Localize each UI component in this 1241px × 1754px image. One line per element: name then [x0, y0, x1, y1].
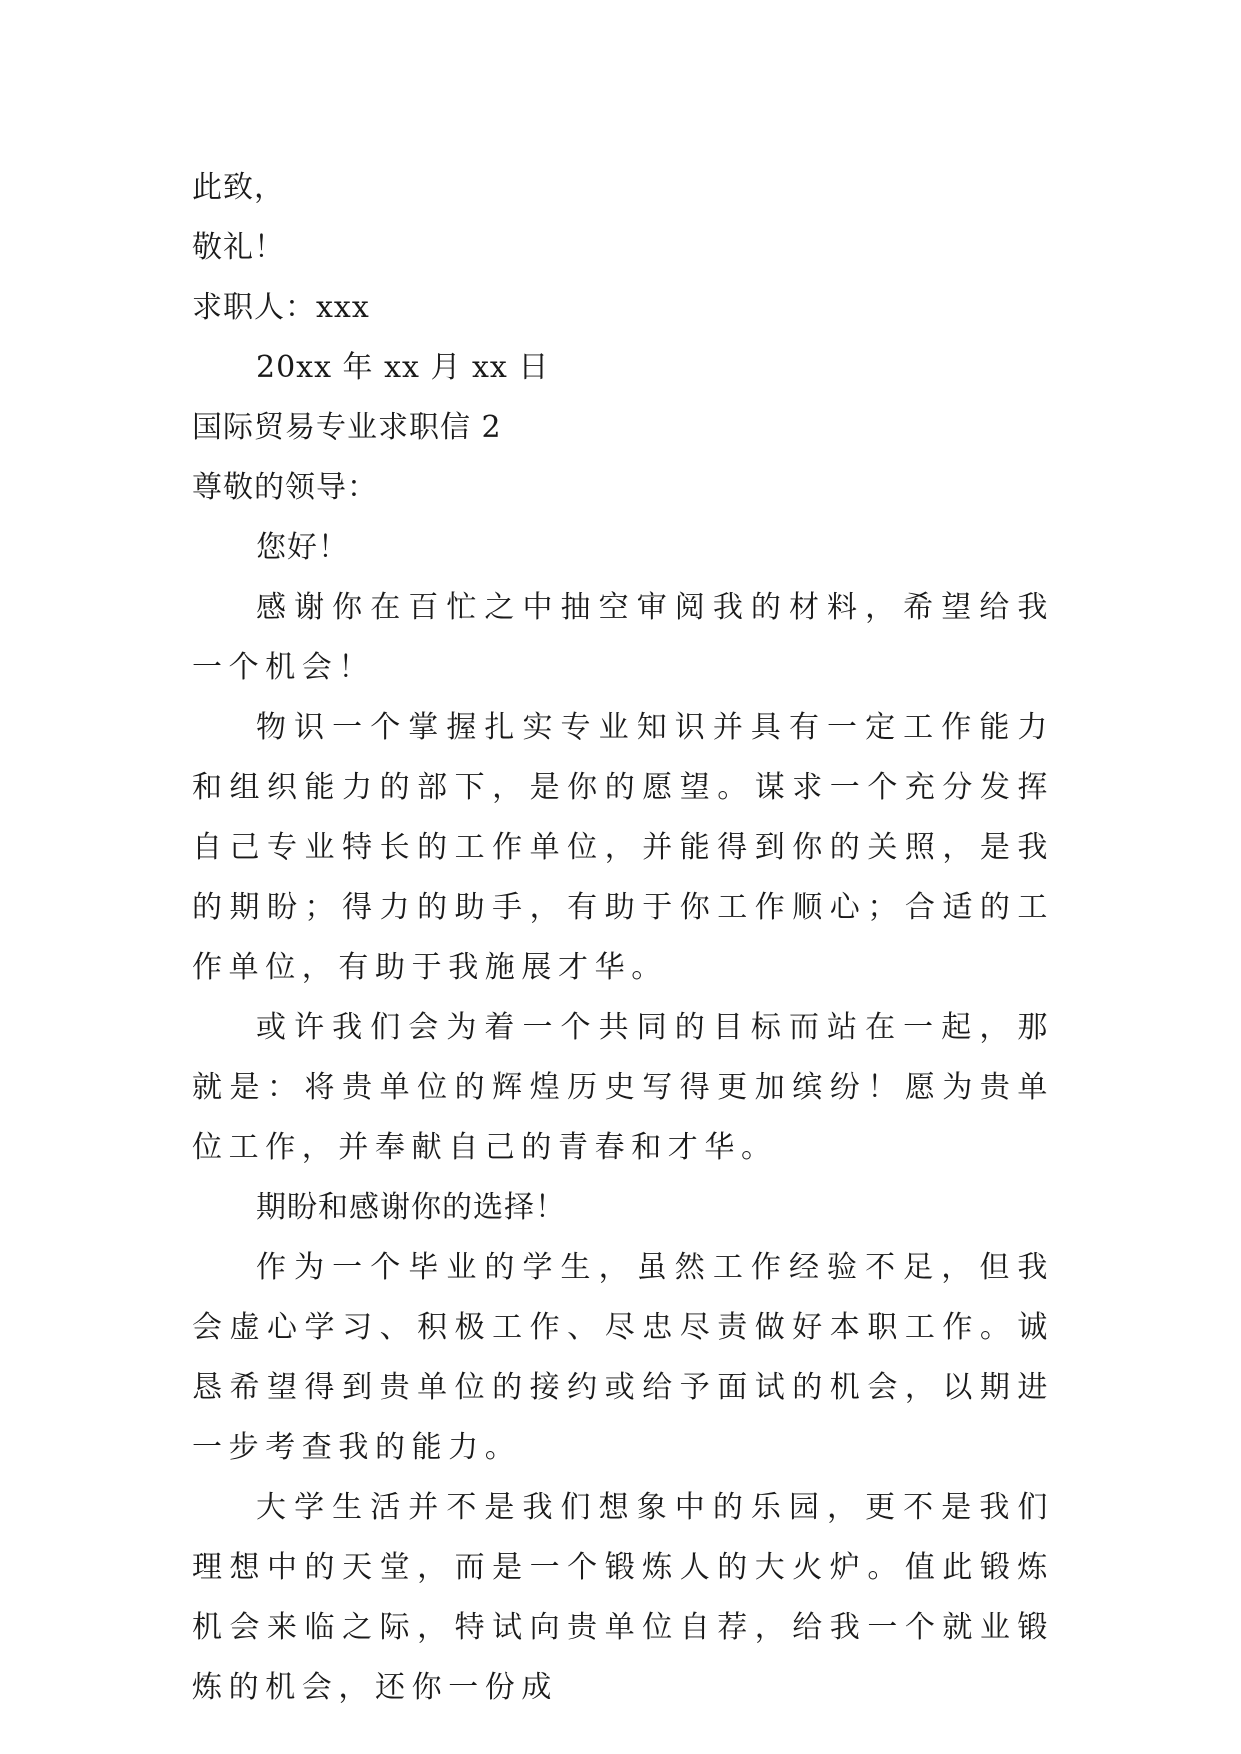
letter-title: 国际贸易专业求职信 2 [192, 410, 502, 445]
document-page [192, 158, 1054, 1718]
applicant-signature: 求职人：xxx [192, 290, 370, 325]
paragraph-wish: 物识一个掌握扎实专业知识并具有一定工作能力和组织能力的部下，是你的愿望。谋求一个充分发挥自己专业特长的工作单位，并能得到你的关照，是我的期盼；得力的助手，有助于你工作顺心；合适的工作单位，有助于我施展才华。 [192, 710, 1054, 985]
letter-hello: 您好！ [256, 530, 349, 565]
paragraph-university: 大学生活并不是我们想象中的乐园，更不是我们理想中的天堂，而是一个锻炼人的大火炉。值此锻炼机会来临之际，特试向贵单位自荐，给我一个就业锻炼的机会，还你一份成 [192, 1490, 1054, 1705]
closing-salutation: 此致， [192, 170, 285, 205]
paragraph-experience: 作为一个毕业的学生，虽然工作经验不足，但我会虚心学习、积极工作、尽忠尽责做好本职工作。诚恳希望得到贵单位的接约或给予面试的机会，以期进一步考查我的能力。 [192, 1250, 1054, 1465]
letter-greeting: 尊敬的领导： [192, 470, 378, 505]
paragraph-goal: 或许我们会为着一个共同的目标而站在一起，那就是：将贵单位的辉煌历史写得更加缤纷！愿为贵单位工作，并奉献自己的青春和才华。 [192, 1010, 1054, 1165]
closing-regards: 敬礼！ [192, 230, 285, 265]
paragraph-thanks: 感谢你在百忙之中抽空审阅我的材料，希望给我一个机会！ [192, 590, 1054, 685]
letter-date: 20xx 年 xx 月 xx 日 [256, 350, 550, 385]
paragraph-hope: 期盼和感谢你的选择！ [256, 1190, 566, 1225]
